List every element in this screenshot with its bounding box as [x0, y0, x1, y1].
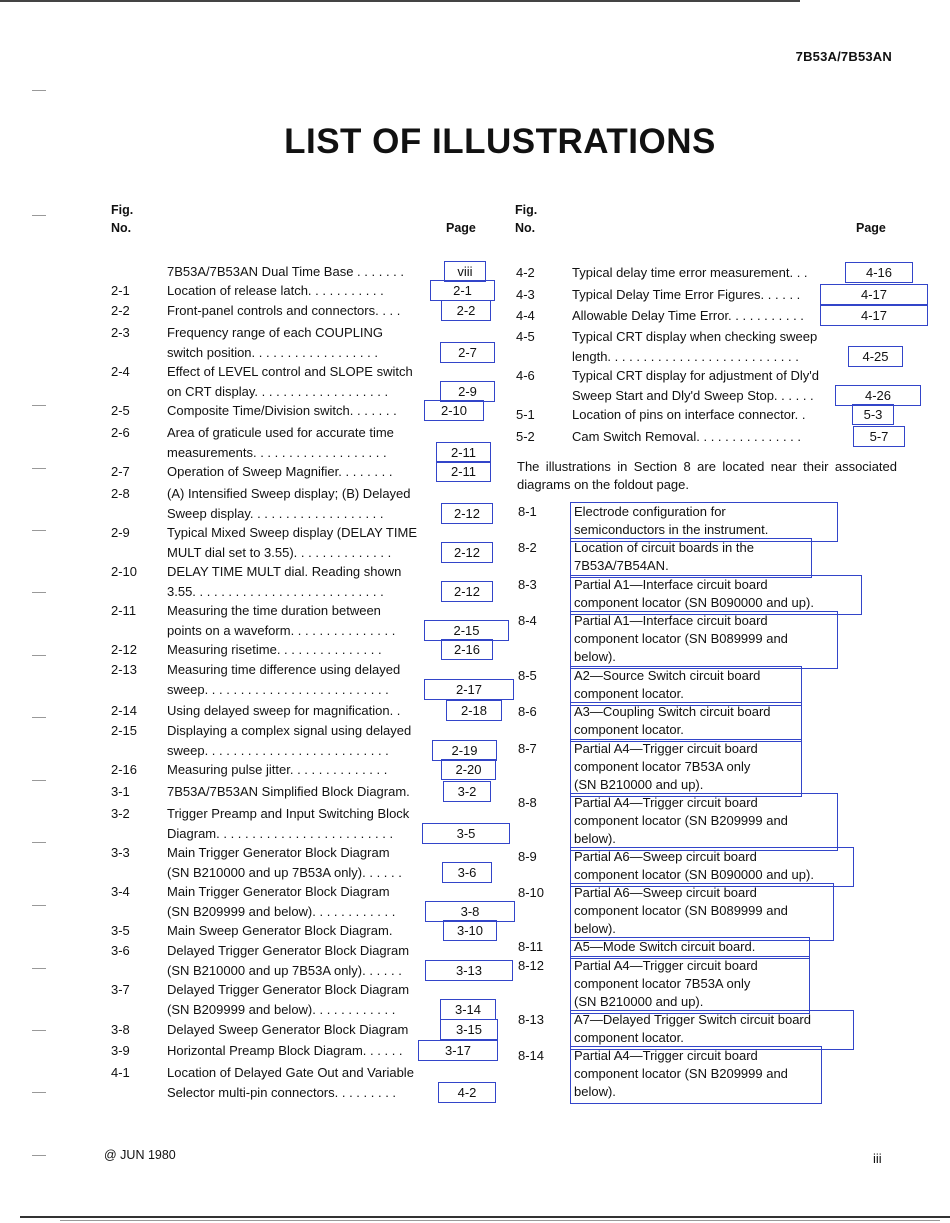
- scan-margin-mark: [32, 468, 46, 469]
- page-reference[interactable]: 2-9: [440, 381, 495, 402]
- caption-line: Sweep Start and Dly'd Sweep Stop. . . . . .: [572, 387, 814, 403]
- figure-number: 4-3: [516, 287, 535, 302]
- figure-number: 2-4: [111, 364, 130, 379]
- figure-number: 2-15: [111, 723, 138, 738]
- caption-line: A5—Mode Switch circuit board.: [574, 939, 756, 954]
- figure-number: 8-8: [518, 795, 537, 810]
- caption-line: 3.55. . . . . . . . . . . . . . . . . . . . . . . . . . .: [167, 583, 384, 599]
- page-reference[interactable]: 2-18: [446, 700, 502, 721]
- left-page-head: Page: [446, 221, 476, 235]
- figure-number: 2-14: [111, 703, 138, 718]
- figure-caption: [167, 463, 392, 483]
- figure-number: 5-2: [516, 429, 535, 444]
- caption-line: component locator.: [574, 722, 684, 737]
- figure-caption: [167, 783, 410, 803]
- caption-line: Area of graticule used for accurate time: [167, 425, 394, 440]
- page-reference[interactable]: 2-1: [430, 280, 495, 301]
- caption-line: Partial A4—Trigger circuit board: [574, 1048, 758, 1063]
- figure-number: 8-1: [518, 504, 537, 519]
- page-reference[interactable]: 2-19: [432, 740, 497, 761]
- caption-line: MULT dial set to 3.55). . . . . . . . . . . . . .: [167, 544, 392, 560]
- scan-margin-mark: [32, 655, 46, 656]
- page-reference[interactable]: 4-17: [820, 305, 928, 326]
- caption-line: (SN B210000 and up 7B53A only). . . . . .: [167, 962, 402, 978]
- figure-caption: [572, 428, 801, 448]
- caption-line: sweep. . . . . . . . . . . . . . . . . . . . . . . . . .: [167, 681, 389, 697]
- figure-caption: [167, 1042, 403, 1062]
- figure-caption: [572, 406, 805, 426]
- figure-number: 8-10: [518, 885, 545, 900]
- caption-line: Partial A6—Sweep circuit board: [574, 885, 757, 900]
- caption-line: Partial A4—Trigger circuit board: [574, 741, 758, 756]
- figure-caption: [574, 1047, 788, 1101]
- caption-line: Typical Mixed Sweep display (DELAY TIME: [167, 525, 417, 540]
- figure-caption: [167, 1064, 414, 1103]
- caption-line: Partial A1—Interface circuit board: [574, 613, 768, 628]
- caption-line: Location of Delayed Gate Out and Variable: [167, 1065, 414, 1080]
- caption-line: Measuring pulse jitter. . . . . . . . . . . . . .: [167, 762, 388, 777]
- caption-line: Typical CRT display when checking sweep: [572, 329, 818, 344]
- caption-line: Partial A4—Trigger circuit board: [574, 958, 758, 973]
- caption-line: Main Sweep Generator Block Diagram.: [167, 923, 393, 938]
- page-reference[interactable]: 2-11: [436, 442, 491, 463]
- caption-line: measurements. . . . . . . . . . . . . . . . . . .: [167, 444, 387, 460]
- figure-number: 8-6: [518, 704, 537, 719]
- caption-line: component locator 7B53A only: [574, 976, 751, 991]
- page-reference[interactable]: 2-2: [441, 300, 491, 321]
- figure-caption: [574, 957, 758, 1011]
- figure-caption: [574, 667, 760, 703]
- figure-number: 8-14: [518, 1048, 545, 1063]
- caption-line: on CRT display. . . . . . . . . . . . . . . . . . .: [167, 383, 389, 399]
- figure-caption: [167, 602, 395, 641]
- page-reference[interactable]: 3-10: [443, 920, 497, 941]
- page-reference[interactable]: 3-2: [443, 781, 491, 802]
- document-id: 7B53A/7B53AN: [795, 49, 892, 64]
- caption-line: semiconductors in the instrument.: [574, 522, 769, 537]
- page-reference[interactable]: 2-17: [424, 679, 514, 700]
- page-reference[interactable]: 2-7: [440, 342, 495, 363]
- figure-number: 2-9: [111, 525, 130, 540]
- figure-number: 2-6: [111, 425, 130, 440]
- caption-line: Partial A1—Interface circuit board: [574, 577, 768, 592]
- scan-margin-mark: [32, 215, 46, 216]
- caption-line: Trigger Preamp and Input Switching Block: [167, 806, 410, 821]
- figure-number: 2-11: [111, 603, 137, 618]
- figure-number: 8-13: [518, 1012, 545, 1027]
- figure-caption: [167, 942, 409, 981]
- caption-line: Sweep display. . . . . . . . . . . . . . . . . . .: [167, 505, 384, 521]
- figure-caption: [574, 503, 768, 539]
- figure-number: 4-4: [516, 308, 535, 323]
- caption-line: below).: [574, 1084, 616, 1099]
- figure-number: 8-7: [518, 741, 537, 756]
- page-reference[interactable]: 2-12: [441, 542, 493, 563]
- figure-caption: [574, 848, 814, 884]
- figure-caption: [167, 805, 409, 844]
- figure-caption: [574, 703, 771, 739]
- caption-line: component locator.: [574, 686, 684, 701]
- page-reference[interactable]: 5-7: [853, 426, 905, 447]
- caption-line: component locator (SN B089999 and: [574, 903, 788, 918]
- page-reference[interactable]: 4-16: [845, 262, 913, 283]
- caption-line: Location of circuit boards in the: [574, 540, 754, 555]
- right-fig-head: Fig.: [515, 203, 538, 217]
- figure-caption: [574, 612, 788, 666]
- caption-line: Delayed Sweep Generator Block Diagram: [167, 1022, 409, 1037]
- figure-caption: [572, 367, 819, 406]
- page-reference[interactable]: 3-5: [422, 823, 510, 844]
- figure-number: 3-9: [111, 1043, 130, 1058]
- page-reference[interactable]: 4-17: [820, 284, 928, 305]
- caption-line: Selector multi-pin connectors. . . . . . . . .: [167, 1084, 397, 1100]
- figure-caption: [167, 282, 384, 302]
- scan-edge-top: [0, 0, 800, 2]
- figure-caption: [572, 264, 808, 284]
- page-reference[interactable]: 2-16: [441, 639, 493, 660]
- figure-caption: [572, 286, 800, 306]
- figure-caption: [167, 661, 400, 700]
- figure-caption: [574, 740, 758, 794]
- figure-caption: [167, 363, 413, 402]
- scan-margin-mark: [32, 968, 46, 969]
- caption-line: Typical delay time error measurement. . .: [572, 265, 808, 280]
- caption-line: Location of pins on interface connector. .: [572, 407, 806, 422]
- caption-line: sweep. . . . . . . . . . . . . . . . . . . . . . . . . .: [167, 742, 389, 758]
- left-fig-head: Fig.: [111, 203, 134, 217]
- figure-number: 2-2: [111, 303, 130, 318]
- page-reference[interactable]: 3-6: [442, 862, 492, 883]
- figure-number: 5-1: [516, 407, 535, 422]
- scan-margin-mark: [32, 592, 46, 593]
- figure-number: 3-7: [111, 982, 130, 997]
- scan-margin-mark: [32, 842, 46, 843]
- caption-line: Main Trigger Generator Block Diagram: [167, 845, 390, 860]
- figure-number: 2-13: [111, 662, 138, 677]
- scan-margin-mark: [32, 1155, 46, 1156]
- page-reference[interactable]: 3-15: [440, 1019, 498, 1040]
- caption-line: Diagram. . . . . . . . . . . . . . . . . . . . . . . . .: [167, 825, 394, 841]
- page-reference[interactable]: 2-11: [436, 461, 491, 482]
- figure-number: 3-4: [111, 884, 130, 899]
- caption-line: Location of release latch. . . . . . . . . . .: [167, 283, 384, 298]
- figure-number: 8-4: [518, 613, 537, 628]
- caption-line: length. . . . . . . . . . . . . . . . . . . . . . . . . . .: [572, 348, 799, 364]
- caption-line: A7—Delayed Trigger Switch circuit board: [574, 1012, 811, 1027]
- figure-caption: [167, 302, 400, 322]
- page-reference[interactable]: 3-17: [418, 1040, 498, 1061]
- figure-caption: [574, 938, 755, 956]
- caption-line: Partial A4—Trigger circuit board: [574, 795, 758, 810]
- figure-number: 8-5: [518, 668, 537, 683]
- page-reference[interactable]: 3-14: [440, 999, 496, 1020]
- figure-number: 3-5: [111, 923, 130, 938]
- page-reference[interactable]: 2-12: [441, 503, 493, 524]
- page-reference[interactable]: 4-26: [835, 385, 921, 406]
- caption-line: Front-panel controls and connectors. . . .: [167, 303, 401, 318]
- figure-number: 2-12: [111, 642, 138, 657]
- figure-number: 8-11: [518, 939, 544, 954]
- caption-line: (SN B210000 and up 7B53A only). . . . . .: [167, 864, 402, 880]
- right-page-head: Page: [856, 221, 886, 235]
- footer-page-number: iii: [873, 1151, 882, 1166]
- scan-margin-mark: [32, 1092, 46, 1093]
- figure-number: 3-8: [111, 1022, 130, 1037]
- scan-margin-mark: [32, 1030, 46, 1031]
- figure-number: 2-1: [111, 283, 130, 298]
- page-reference[interactable]: 2-15: [424, 620, 509, 641]
- page-reference[interactable]: 3-13: [425, 960, 513, 981]
- page-reference[interactable]: 4-25: [848, 346, 903, 367]
- caption-line: Measuring risetime. . . . . . . . . . . . . . .: [167, 642, 382, 657]
- figure-number: 8-9: [518, 849, 537, 864]
- figure-caption: [574, 576, 814, 612]
- figure-caption: [572, 328, 817, 367]
- page-reference[interactable]: 4-2: [438, 1082, 496, 1103]
- figure-number: 3-6: [111, 943, 130, 958]
- figure-caption: [167, 324, 383, 363]
- caption-line: Electrode configuration for: [574, 504, 726, 519]
- caption-line: 7B53A/7B54AN.: [574, 558, 669, 573]
- figure-caption: [167, 883, 395, 922]
- caption-line: Frequency range of each COUPLING: [167, 325, 384, 340]
- caption-line: component locator.: [574, 1030, 684, 1045]
- figure-number: 2-3: [111, 325, 130, 340]
- figure-number: 3-3: [111, 845, 130, 860]
- figure-number: 2-7: [111, 464, 130, 479]
- figure-caption: [574, 1011, 811, 1047]
- figure-caption: [167, 844, 402, 883]
- page-reference[interactable]: 3-8: [425, 901, 515, 922]
- caption-line: (A) Intensified Sweep display; (B) Delayed: [167, 486, 411, 501]
- figure-number: 8-12: [518, 958, 545, 973]
- caption-line: A2—Source Switch circuit board: [574, 668, 761, 683]
- caption-line: 7B53A/7B53AN Dual Time Base . . . . . . .: [167, 264, 405, 279]
- caption-line: Delayed Trigger Generator Block Diagram: [167, 943, 410, 958]
- figure-number: 2-16: [111, 762, 138, 777]
- caption-line: Using delayed sweep for magnification. .: [167, 703, 401, 718]
- caption-line: Typical Delay Time Error Figures. . . . . .: [572, 287, 801, 302]
- figure-number: 8-3: [518, 577, 537, 592]
- figure-caption: [574, 794, 788, 848]
- figure-caption: [167, 641, 382, 661]
- scan-margin-mark: [32, 717, 46, 718]
- scan-margin-mark: [32, 780, 46, 781]
- figure-number: 3-1: [111, 784, 130, 799]
- caption-line: (SN B209999 and below). . . . . . . . . . . .: [167, 1001, 396, 1017]
- figure-number: 4-1: [111, 1065, 130, 1080]
- figure-caption: [167, 722, 411, 761]
- caption-line: Displaying a complex signal using delayed: [167, 723, 412, 738]
- caption-line: Delayed Trigger Generator Block Diagram: [167, 982, 410, 997]
- caption-line: Horizontal Preamp Block Diagram. . . . . .: [167, 1043, 403, 1058]
- caption-line: Main Trigger Generator Block Diagram: [167, 884, 390, 899]
- caption-line: below).: [574, 831, 616, 846]
- figure-caption: [167, 702, 400, 722]
- footer-date: @ JUN 1980: [104, 1148, 176, 1162]
- caption-line: component locator (SN B209999 and: [574, 1066, 788, 1081]
- scan-margin-mark: [32, 90, 46, 91]
- figure-caption: [167, 761, 387, 781]
- figure-number: 4-5: [516, 329, 535, 344]
- page-reference[interactable]: 2-12: [441, 581, 493, 602]
- caption-line: Measuring the time duration between: [167, 603, 381, 618]
- page-reference[interactable]: 2-20: [441, 759, 496, 780]
- caption-line: component locator (SN B089999 and: [574, 631, 788, 646]
- figure-caption: [167, 424, 394, 463]
- figure-caption: [167, 922, 392, 942]
- figure-caption: [167, 1021, 408, 1041]
- scan-edge-bottom: [20, 1216, 950, 1218]
- figure-number: 2-8: [111, 486, 130, 501]
- scan-margin-mark: [32, 405, 46, 406]
- caption-line: Operation of Sweep Magnifier. . . . . . . .: [167, 464, 393, 479]
- caption-line: switch position. . . . . . . . . . . . . . . . . .: [167, 344, 378, 360]
- figure-number: 2-10: [111, 564, 138, 579]
- figure-caption: [574, 539, 754, 575]
- figure-caption: [167, 981, 409, 1020]
- caption-line: component locator 7B53A only: [574, 759, 751, 774]
- figure-number: 4-2: [516, 265, 535, 280]
- caption-line: below).: [574, 649, 616, 664]
- caption-line: 7B53A/7B53AN Simplified Block Diagram.: [167, 784, 410, 799]
- page-reference[interactable]: 5-3: [852, 404, 894, 425]
- right-no-head: No.: [515, 221, 536, 235]
- caption-line: Effect of LEVEL control and SLOPE switch: [167, 364, 413, 379]
- figure-caption: [167, 524, 417, 563]
- figure-caption: [167, 402, 397, 422]
- figure-number: 3-2: [111, 806, 130, 821]
- figure-number: 2-5: [111, 403, 130, 418]
- caption-line: Composite Time/Division switch. . . . . . .: [167, 403, 397, 418]
- caption-line: component locator (SN B090000 and up).: [574, 867, 814, 882]
- figure-caption: [574, 884, 788, 938]
- caption-line: Partial A6—Sweep circuit board: [574, 849, 757, 864]
- caption-line: Measuring time difference using delayed: [167, 662, 401, 677]
- figure-caption: [167, 485, 411, 524]
- page-reference[interactable]: viii: [444, 261, 486, 282]
- left-no-head: No.: [111, 221, 132, 235]
- caption-line: DELAY TIME MULT dial. Reading shown: [167, 564, 402, 579]
- caption-line: (SN B210000 and up).: [574, 777, 704, 792]
- caption-line: points on a waveform. . . . . . . . . . . . . . .: [167, 622, 396, 638]
- scan-edge-bottom-faint: [60, 1220, 940, 1221]
- caption-line: component locator (SN B090000 and up).: [574, 595, 814, 610]
- caption-line: (SN B209999 and below). . . . . . . . . . . .: [167, 903, 396, 919]
- caption-line: below).: [574, 921, 616, 936]
- figure-caption: [572, 307, 804, 327]
- caption-line: component locator (SN B209999 and: [574, 813, 788, 828]
- figure-number: 8-2: [518, 540, 537, 555]
- page-title: LIST OF ILLUSTRATIONS: [284, 122, 716, 161]
- scan-margin-mark: [32, 905, 46, 906]
- page-reference[interactable]: 2-10: [424, 400, 484, 421]
- figure-caption: [167, 563, 401, 602]
- caption-line: A3—Coupling Switch circuit board: [574, 704, 771, 719]
- figure-caption: [167, 263, 404, 283]
- scan-margin-mark: [32, 530, 46, 531]
- caption-line: Typical CRT display for adjustment of Dly'd: [572, 368, 819, 383]
- section8-note: The illustrations in Section 8 are located near their associated diagrams on the foldout page.: [517, 459, 897, 492]
- caption-line: Allowable Delay Time Error. . . . . . . . . . .: [572, 308, 804, 323]
- caption-line: Cam Switch Removal. . . . . . . . . . . . . . .: [572, 429, 801, 444]
- caption-line: (SN B210000 and up).: [574, 994, 704, 1009]
- figure-number: 4-6: [516, 368, 535, 383]
